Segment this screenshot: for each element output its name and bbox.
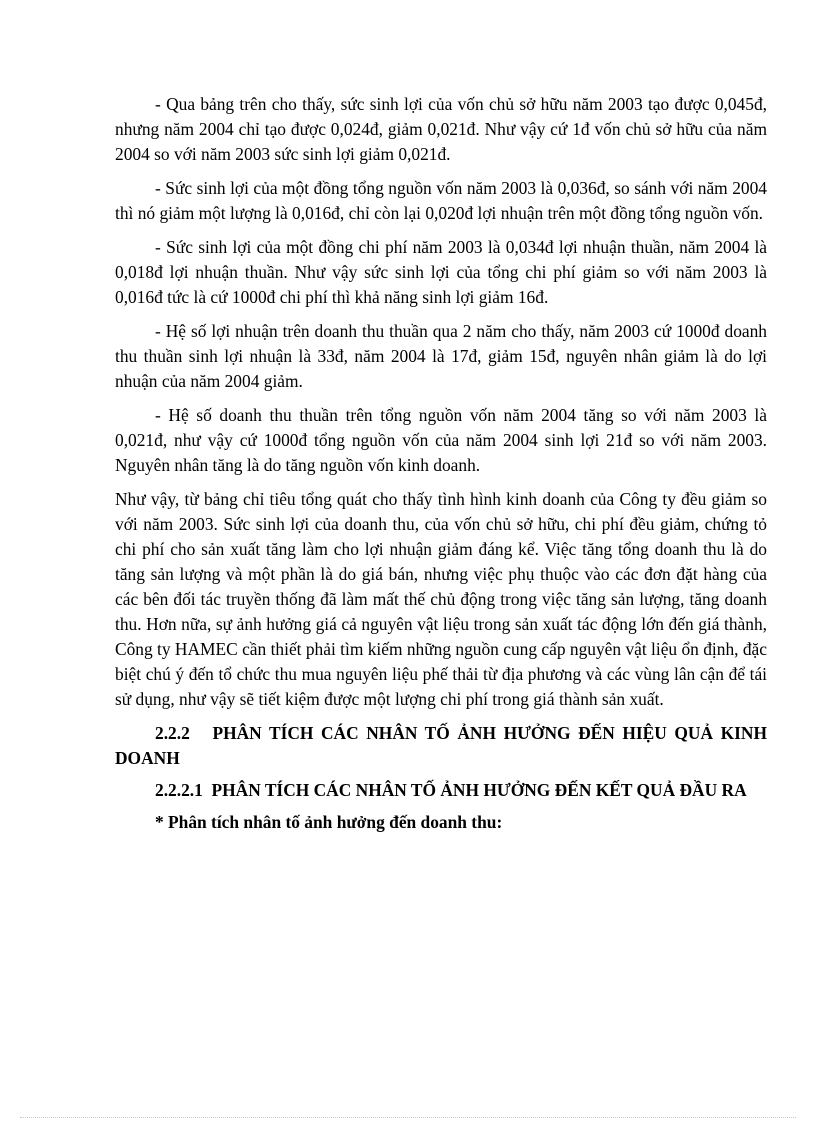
paragraph-total-capital-return: - Sức sinh lợi của một đồng tổng nguồn vốn năm 2003 là 0,036đ, so sánh với năm 2004 thì nó giảm một lượng là 0,016đ, chỉ còn lại 0,020đ lợi nhuận trên một đồng tổng nguồn vốn. (115, 178, 767, 223)
paragraph-revenue-on-capital: - Hệ số doanh thu thuần trên tổng nguồn vốn năm 2004 tăng so với năm 2003 là 0,021đ, như vậy cứ 1000đ tổng nguồn vốn của năm 2004 sinh lợi 21đ so với năm 2003. Nguyên nhân tăng là do tăng nguồn vốn kinh doanh. (115, 405, 767, 475)
item-heading: * Phân tích nhân tố ảnh hưởng đến doanh thu: (155, 812, 503, 832)
paragraph-cost-return: - Sức sinh lợi của một đồng chi phí năm 2003 là 0,034đ lợi nhuận thuần, năm 2004 là 0,018đ lợi nhuận thuần. Như vậy sức sinh lợi của tổng chi phí giảm so với năm 2003 là 0,016đ tức là cứ 1000đ chi phí thì khả năng sinh lợi giảm 16đ. (115, 237, 767, 307)
paragraph-profit-on-revenue: - Hệ số lợi nhuận trên doanh thu thuần qua 2 năm cho thấy, năm 2003 cứ 1000đ doanh thu thuần sinh lợi nhuận là 33đ, năm 2004 là 17đ, giảm 15đ, nguyên nhân giảm là do lợi nhuận của năm 2004 giảm. (115, 321, 767, 391)
paragraph-summary: Như vậy, từ bảng chỉ tiêu tổng quát cho thấy tình hình kinh doanh của Công ty đều giảm so với năm 2003. Sức sinh lợi của doanh thu, của vốn chủ sở hữu, chi phí đều giảm, chứng tỏ chi phí cho sản xuất tăng làm cho lợi nhuận giảm đáng kể. Việc tăng tổng doanh thu là do tăng sản lượng và một phần là do giá bán, nhưng việc phụ thuộc vào các đơn đặt hàng của các bên đối tác truyền thống đã làm mất thế chủ động trong việc tăng sản lượng, tăng doanh thu. Hơn nữa, sự ảnh hưởng giá cả nguyên vật liệu trong sản xuất tác động lớn đến giá thành, Công ty HAMEC cần thiết phải tìm kiếm những nguồn cung cấp nguyên vật liệu ổn định, đặc biệt chú ý đến tổ chức thu mua nguyên liệu phế thải từ địa phương và các vùng lân cận để tái sử dụng, như vậy sẽ tiết kiệm được một lượng chi phí trong giá thành sản xuất. (115, 489, 767, 709)
document-page (115, 92, 772, 842)
subsection-heading: 2.2.2.1 PHÂN TÍCH CÁC NHÂN TỐ ẢNH HƯỞNG ĐẾN KẾT QUẢ ĐẦU RA (155, 780, 747, 800)
paragraph-equity-return: - Qua bảng trên cho thấy, sức sinh lợi của vốn chủ sở hữu năm 2003 tạo được 0,045đ, nhưng năm 2004 chỉ tạo được 0,024đ, giảm 0,021đ. Như vậy cứ 1đ vốn chủ sở hữu của năm 2004 so với năm 2003 sức sinh lợi giảm 0,021đ. (115, 94, 767, 164)
page-footer-rule (20, 1117, 796, 1118)
section-heading: 2.2.2 PHÂN TÍCH CÁC NHÂN TỐ ẢNH HƯỞNG ĐẾN HIỆU QUẢ KINH DOANH (115, 723, 772, 768)
